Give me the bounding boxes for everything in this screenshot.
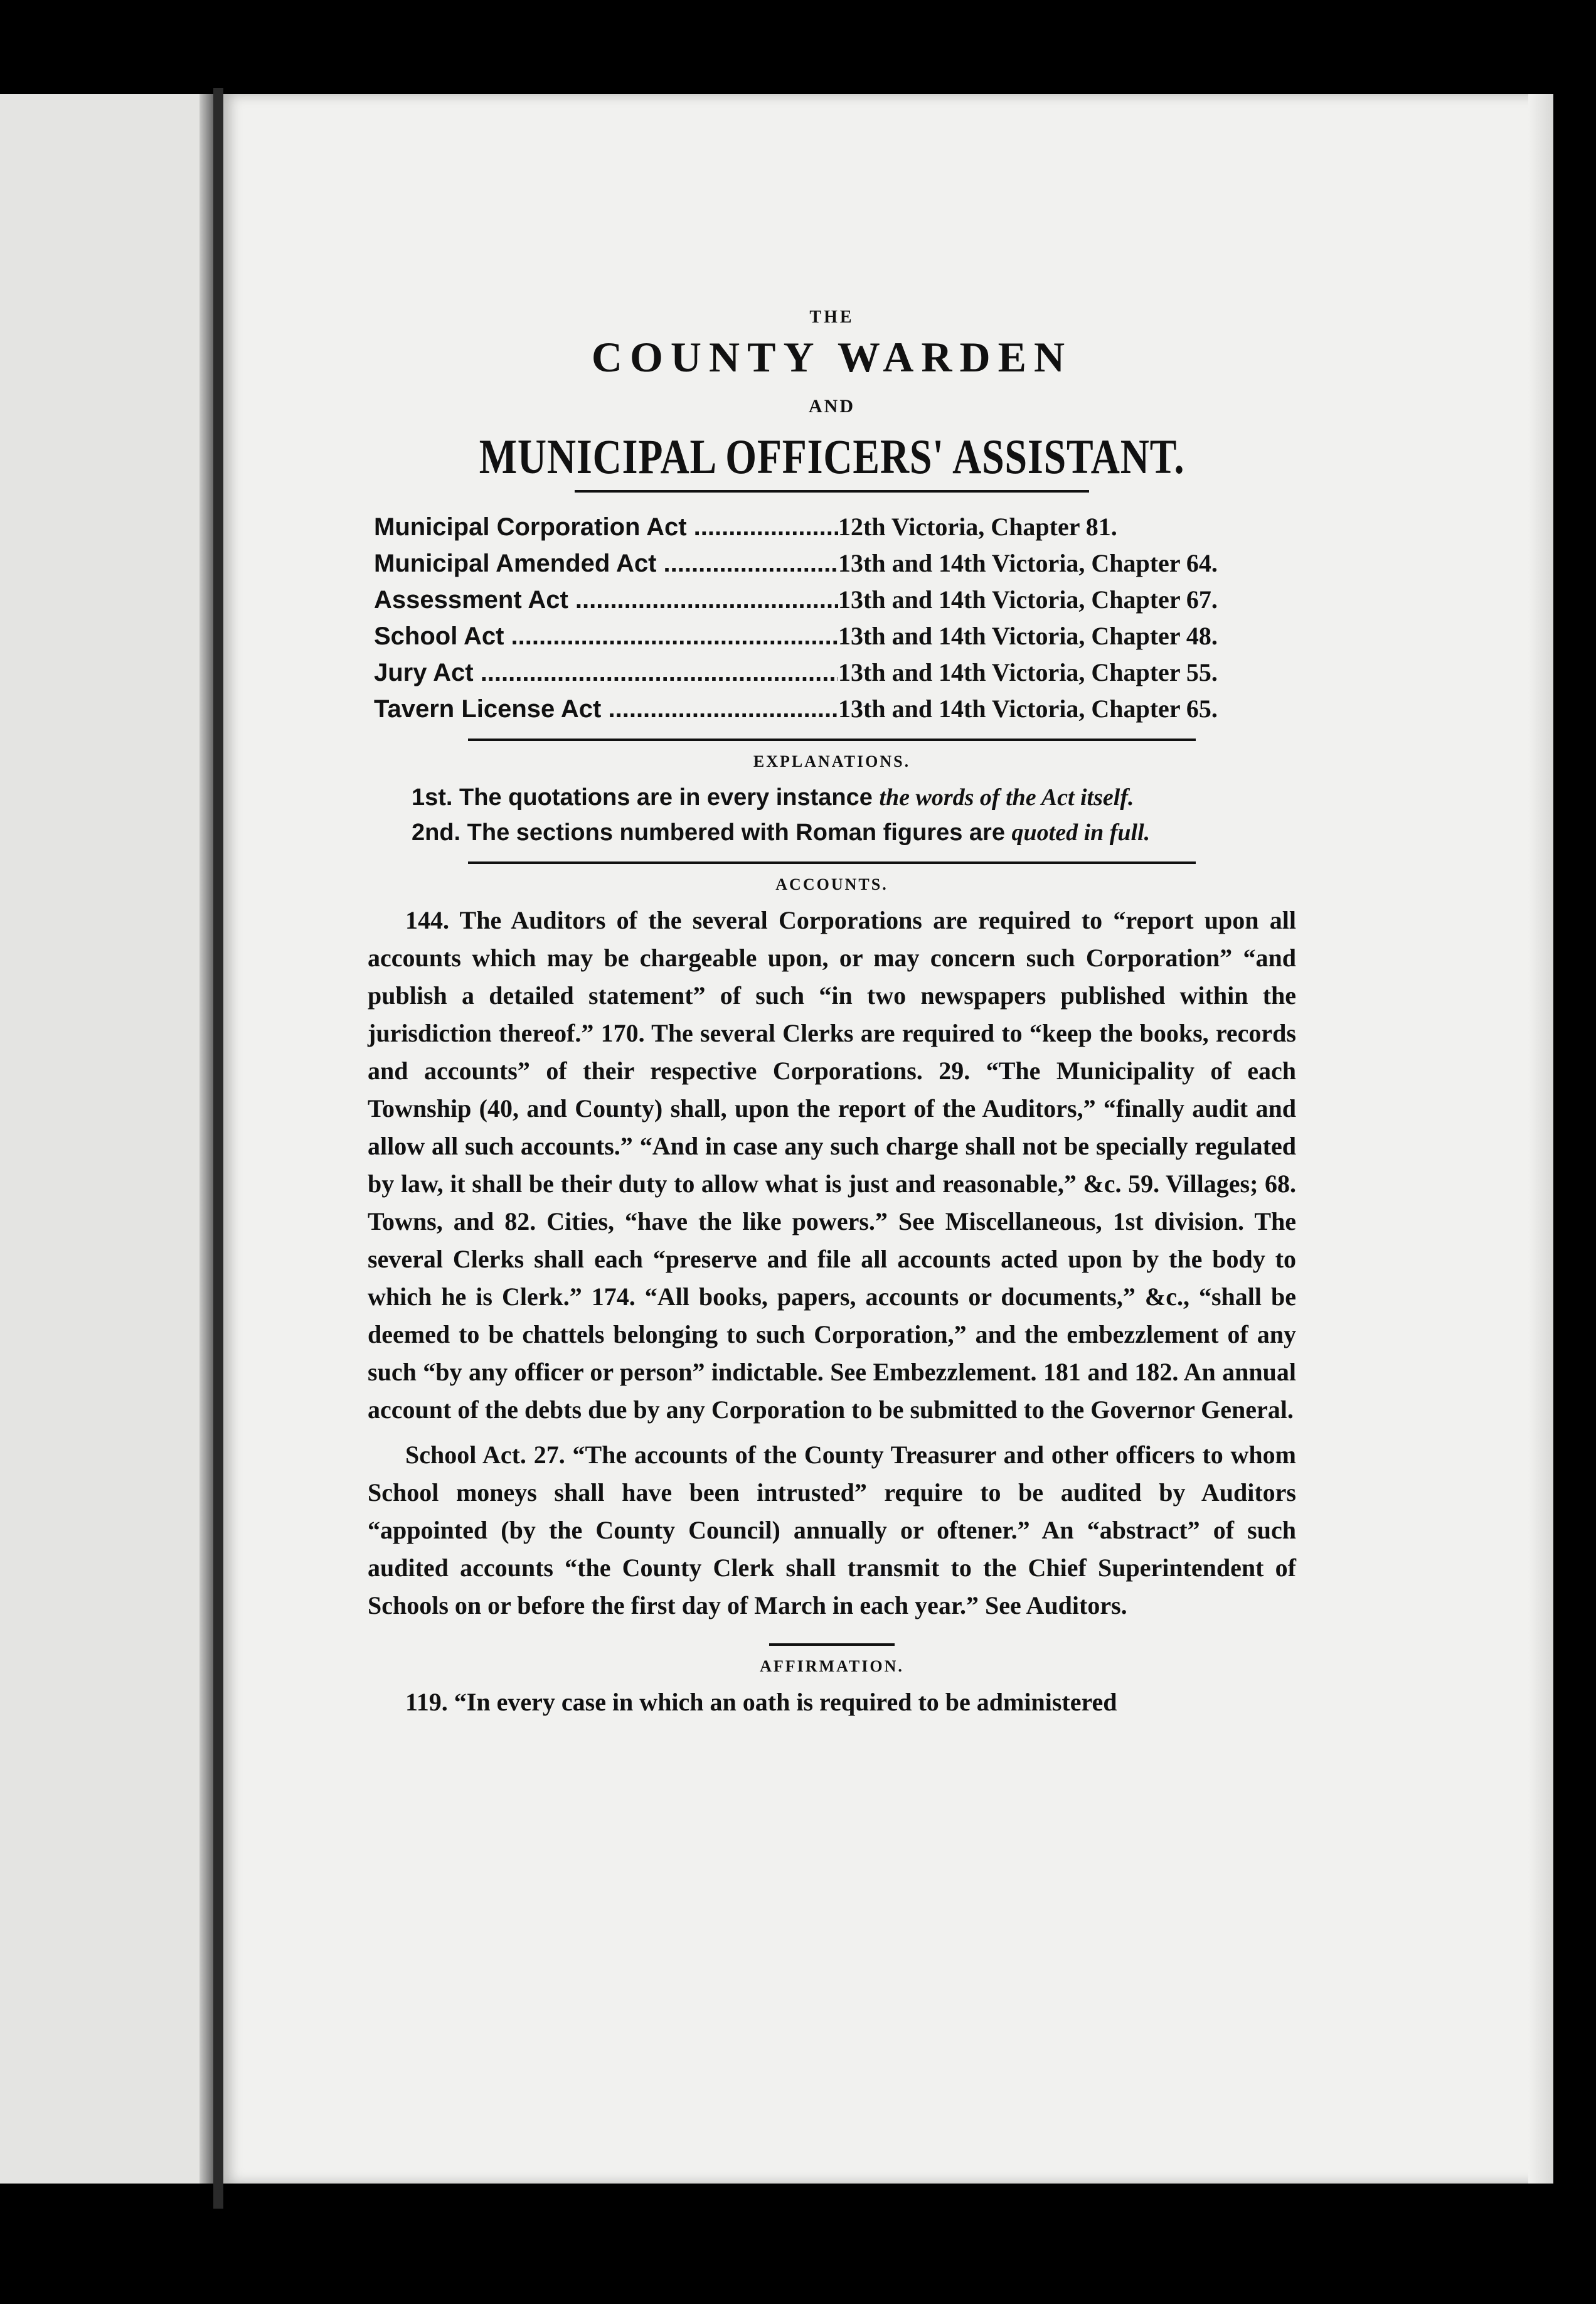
- act-name: Assessment Act .....: [374, 582, 838, 618]
- act-row: [374, 545, 1296, 582]
- act-name: Jury Act .....: [374, 654, 838, 691]
- act-name: Municipal Amended Act .....: [374, 545, 838, 582]
- act-reference: 13th and 14th Victoria, Chapter 55.: [838, 658, 1218, 686]
- affirmation-heading: AFFIRMATION.: [760, 1657, 904, 1675]
- explanation-2-italic: quoted in full.: [1011, 819, 1151, 846]
- explanation-2-text: 2nd. The sections numbered with Roman figures are: [412, 819, 1012, 846]
- accounts-heading: ACCOUNTS.: [775, 875, 888, 893]
- act-row: [374, 691, 1296, 727]
- act-reference: 13th and 14th Victoria, Chapter 67.: [838, 585, 1218, 614]
- title-line-2: MUNICIPAL OFFICERS' ASSISTANT.: [479, 429, 1185, 484]
- act-row: [374, 654, 1296, 691]
- act-name: School Act .....: [374, 618, 838, 654]
- act-reference: 13th and 14th Victoria, Chapter 48.: [838, 622, 1218, 650]
- page-content: [368, 307, 1296, 1721]
- title-article: THE: [809, 307, 854, 327]
- section-rule: [468, 739, 1196, 741]
- title-conjunction: AND: [809, 396, 855, 417]
- left-page-edge: [0, 94, 213, 2184]
- title-line-1: COUNTY WARDEN: [591, 333, 1073, 381]
- accounts-paragraph-1: 144. The Auditors of the several Corporations are required to “report upon all accounts which may be chargeable upon, or may concern such Corporation” “and publish a detailed statement” of such “in two newspapers published within the jurisdiction thereof.” 170. The several Clerks are required to “keep the books, records and accounts” of their respective Corporations. 29. “The Municipality of each Township (40, and County) shall, upon the report of the Auditors,” “finally audit and allow all such accounts.” “And in case any such charge shall not be specially regulated by law, it shall be their duty to allow what is just and reasonable,” &c. 59. Villages; 68. Towns, and 82. Cities, “have the like powers.” See Miscellaneous, 1st division. The several Clerks shall each “preserve and file all accounts acted upon by the body to which he is Clerk.” 174. “All books, papers, accounts or documents,” &c., “shall be deemed to be chattels belonging to such Corporation,” and the embezzlement of any such “by any officer or person” indictable. See Embezzlement. 181 and 182. An annual account of the debts due by any Corporation to be submitted to the Governor General.: [368, 906, 1296, 1424]
- affirmation-paragraph: 119. “In every case in which an oath is required to be administered: [405, 1688, 1117, 1716]
- act-name: Municipal Corporation Act .....: [374, 509, 838, 545]
- book-spine: [200, 94, 213, 2184]
- explanation-1-text: 1st. The quotations are in every instance: [412, 784, 880, 811]
- act-reference: 13th and 14th Victoria, Chapter 64.: [838, 549, 1218, 577]
- title-rule: [575, 490, 1089, 493]
- explanation-1: [368, 780, 1296, 815]
- act-row: [374, 582, 1296, 618]
- act-name: Tavern License Act .....: [374, 691, 838, 727]
- page-edge: [1528, 94, 1553, 2184]
- explanation-2: [368, 815, 1296, 850]
- act-reference: 13th and 14th Victoria, Chapter 65.: [838, 695, 1218, 723]
- acts-list: [374, 509, 1296, 727]
- short-rule: [769, 1643, 895, 1646]
- accounts-paragraph-2: School Act. 27. “The accounts of the County Treasurer and other officers to whom School moneys shall have been intrusted” require to be audited by Auditors “appointed (by the County Council) annually or oftener.” An “abstract” of such audited accounts “the County Clerk shall transmit to the Chief Superintendent of Schools on or before the first day of March in each year.” See Auditors.: [368, 1441, 1296, 1619]
- act-row: [374, 618, 1296, 654]
- act-reference: 12th Victoria, Chapter 81.: [838, 513, 1117, 541]
- act-row: [374, 509, 1296, 545]
- explanation-1-italic: the words of the Act itself.: [879, 784, 1134, 811]
- book-gutter: [213, 88, 223, 2209]
- section-rule: [468, 861, 1196, 864]
- right-page: [223, 94, 1553, 2184]
- explanations-heading: EXPLANATIONS.: [753, 752, 911, 771]
